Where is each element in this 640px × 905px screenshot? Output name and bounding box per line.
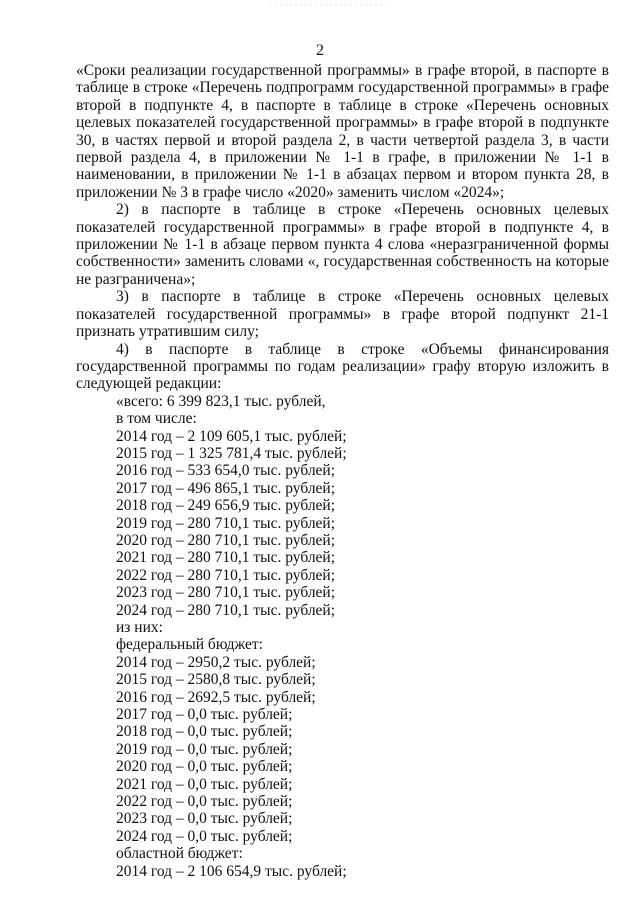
funding-line: 2023 год – 0,0 тыс. рублей; xyxy=(116,810,293,828)
funding-line: 2022 год – 280 710,1 тыс. рублей; xyxy=(116,566,336,584)
funding-line-heading: в том числе: xyxy=(116,410,197,428)
funding-list xyxy=(76,393,609,880)
funding-line: 2021 год – 0,0 тыс. рублей; xyxy=(116,775,293,793)
funding-line-heading: областной бюджет: xyxy=(116,845,243,863)
document-body xyxy=(76,62,609,880)
funding-line: 2022 год – 0,0 тыс. рублей; xyxy=(116,793,293,811)
funding-line: 2024 год – 280 710,1 тыс. рублей; xyxy=(116,601,336,619)
funding-line-total: «всего: 6 399 823,1 тыс. рублей, xyxy=(116,392,326,410)
funding-line: 2018 год – 249 656,9 тыс. рублей; xyxy=(116,497,336,515)
paragraph-continuation: «Сроки реализации государственной программы» в графе второй, в паспорте в таблице в строке «Перечень подпрограмм государственной программы» в графе второй в подпункте 4, в паспорте в таблице в строке «Перечень основных целевых показателей государственной программы» в графе второй в подпункте 30, в частях первой и второй раздела 2, в части четвертой раздела 3, в части первой раздела 4, в приложении № 1-1 в графе, в приложении № 1-1 в наименовании, в приложении № 1-1 в абзацах первом и втором пункта 28, в приложении № 3 в графе число «2020» заменить числом «2024»; xyxy=(76,62,609,201)
funding-line: 2024 год – 0,0 тыс. рублей; xyxy=(116,827,293,845)
funding-line: 2016 год – 2692,5 тыс. рублей; xyxy=(116,688,316,706)
funding-line: 2019 год – 280 710,1 тыс. рублей; xyxy=(116,514,336,532)
funding-line: 2017 год – 0,0 тыс. рублей; xyxy=(116,706,293,724)
funding-line-heading: из них: xyxy=(116,619,163,636)
funding-line-heading: федеральный бюджет: xyxy=(116,636,263,654)
funding-line: 2017 год – 496 865,1 тыс. рублей; xyxy=(116,479,336,497)
funding-line: 2014 год – 2 106 654,9 тыс. рублей; xyxy=(116,862,347,880)
paragraph-item-3: 3) в паспорте в таблице в строке «Перечень основных целевых показателей государственной программы» в графе второй подпункт 21-1 признать утратившим силу; xyxy=(76,288,609,341)
funding-line: 2015 год – 1 325 781,4 тыс. рублей; xyxy=(116,444,347,462)
funding-line: 2014 год – 2950,2 тыс. рублей; xyxy=(116,653,316,671)
funding-line: 2023 год – 280 710,1 тыс. рублей; xyxy=(116,584,336,602)
funding-line: 2018 год – 0,0 тыс. рублей; xyxy=(116,723,293,741)
funding-line: 2015 год – 2580,8 тыс. рублей; xyxy=(116,671,316,689)
scan-artifact xyxy=(270,3,390,7)
funding-line: 2021 год – 280 710,1 тыс. рублей; xyxy=(116,549,336,567)
funding-line: 2020 год – 0,0 тыс. рублей; xyxy=(116,758,293,776)
paragraph-item-2: 2) в паспорте в таблице в строке «Перечень основных целевых показателей государственной программы» в графе второй в подпункте 4, в приложении № 1-1 в абзаце первом пункта 4 слова «неразграниченной формы собственности» заменить словами «, государственная собственность на которые не разграничена»; xyxy=(76,201,609,288)
page-number: 2 xyxy=(316,42,324,59)
funding-line: 2019 год – 0,0 тыс. рублей; xyxy=(116,740,293,758)
funding-line: 2016 год – 533 654,0 тыс. рублей; xyxy=(116,462,336,480)
funding-line: 2020 год – 280 710,1 тыс. рублей; xyxy=(116,531,336,549)
paragraph-item-4: 4) в паспорте в таблице в строке «Объемы финансирования государственной программы по годам реализации» графу вторую изложить в следующей редакции: xyxy=(76,340,609,393)
funding-line: 2014 год – 2 109 605,1 тыс. рублей; xyxy=(116,427,347,445)
